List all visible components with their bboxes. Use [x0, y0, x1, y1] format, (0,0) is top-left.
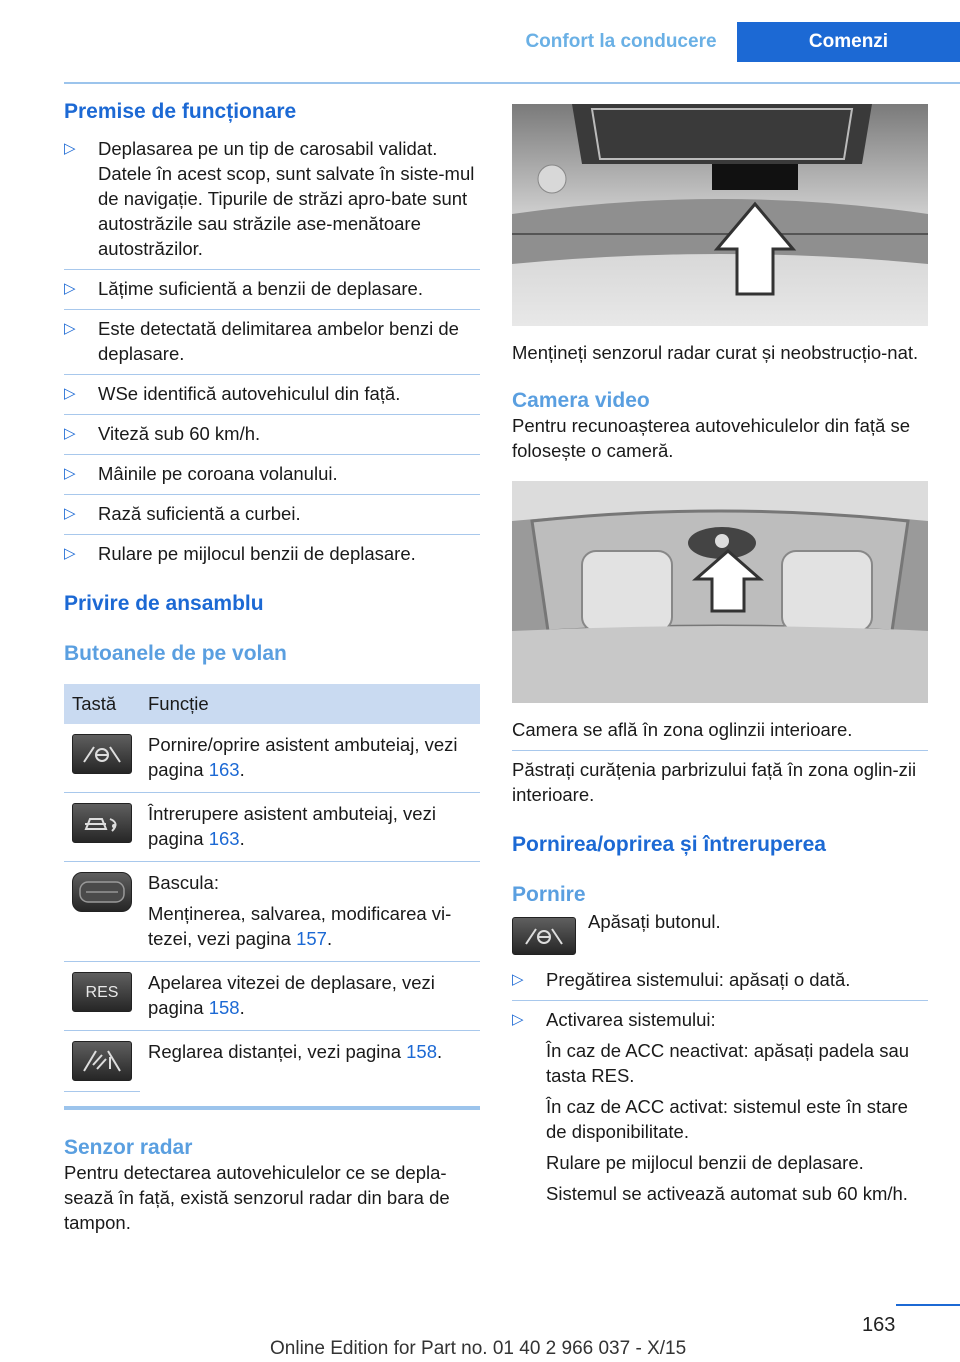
premise-list [64, 136, 480, 566]
col-function-header: Funcție [140, 684, 480, 724]
table-row: Reglarea distanței, vezi pagina 158. [64, 1031, 480, 1092]
list-item: ▷ Lățime suficientă a benzii de deplasare. [64, 278, 423, 299]
table-row: Întrerupere asistent ambuteiaj, vezi pagina 163. [64, 793, 480, 862]
active-tab[interactable]: Comenzi [737, 22, 960, 62]
start-row [512, 913, 928, 957]
triangle-bullet-icon: ▷ [512, 971, 524, 988]
table-header-row [64, 684, 480, 724]
camera-photo [512, 481, 928, 703]
col-key-header: Tastă [64, 684, 140, 724]
triangle-bullet-icon: ▷ [64, 320, 76, 337]
triangle-bullet-icon: ▷ [64, 385, 76, 402]
res-icon: RES [72, 972, 132, 1012]
triangle-bullet-icon: ▷ [64, 425, 76, 442]
buttons-heading: Butoanele de pe volan [64, 642, 287, 665]
distance-icon [72, 1041, 132, 1081]
page-ref-link[interactable]: 157 [296, 928, 327, 949]
list-item: ▷ Mâinile pe coroana volanului. [64, 463, 338, 484]
press-button-text: Apăsați butonul. [588, 911, 721, 932]
start-stop-heading: Pornirea/oprirea și întreruperea [512, 833, 826, 856]
camera-text: Pentru recunoașterea autovehiculelor din față se folosește o cameră. [512, 415, 911, 461]
page-header [0, 22, 960, 62]
radar-photo [512, 104, 928, 326]
left-column [64, 100, 480, 1235]
list-item: ▷ Deplasarea pe un tip de carosabil validat. Datele în acest scop, sunt salvate în siste‐mul de navigație. Tipurile de străzi apro‐bate sunt autostrăzile sau străzile ase‐menătoare autostrăzilor. [64, 138, 475, 259]
list-item: ▷ WSe identifică autovehiculul din față. [64, 383, 401, 404]
table-row: Bascula: Menținerea, salvarea, modificarea vi‐tezei, vezi pagina 157. [64, 862, 480, 962]
section-tab[interactable]: Confort la conducere [525, 31, 717, 52]
camera-caption-2: Păstrați curățenia parbrizului față în zona oglin‐zii interioare. [512, 759, 917, 805]
list-item: ▷ Viteză sub 60 km/h. [64, 423, 261, 444]
list-item: ▷ Rază suficientă a curbei. [64, 503, 301, 524]
triangle-bullet-icon: ▷ [64, 140, 76, 157]
table-row: RES Apelarea vitezei de deplasare, vezi pagina 158. [64, 962, 480, 1031]
radar-heading: Senzor radar [64, 1136, 193, 1159]
steering-assist-icon [72, 734, 132, 774]
page-ref-link[interactable]: 163 [208, 759, 240, 780]
triangle-bullet-icon: ▷ [64, 465, 76, 482]
list-item: ▷ Rulare pe mijlocul benzii de deplasare. [64, 543, 416, 564]
camera-caption-1: Camera se află în zona oglinzii interioare. [512, 719, 853, 740]
table-row: Pornire/oprire asistent ambuteiaj, vezi pagina 163. [64, 724, 480, 793]
overview-heading: Privire de ansamblu [64, 592, 264, 615]
page-ref-link[interactable]: 158 [406, 1041, 438, 1062]
triangle-bullet-icon: ▷ [64, 545, 76, 562]
triangle-bullet-icon: ▷ [64, 280, 76, 297]
page-ref-link[interactable]: 158 [208, 997, 240, 1018]
rocker-icon [72, 872, 132, 912]
edition-footer: Online Edition for Part no. 01 40 2 966 037 - X/15 [270, 1338, 687, 1359]
camera-heading: Camera video [512, 389, 650, 412]
triangle-bullet-icon: ▷ [512, 1011, 524, 1028]
page-ref-link[interactable]: 163 [208, 828, 240, 849]
right-column [512, 104, 928, 1206]
triangle-bullet-icon: ▷ [64, 505, 76, 522]
car-interrupt-icon [72, 803, 132, 843]
footer-rule [896, 1304, 960, 1306]
list-item: ▷ Este detectată delimitarea ambelor benzi de deplasare. [64, 318, 459, 364]
page-number: 163 [862, 1314, 896, 1336]
buttons-table [64, 684, 480, 1092]
list-item: ▷ Activarea sistemului: În caz de ACC neactivat: apăsați padela sau tasta RES. În caz de ACC activat: sistemul este în stare de disponibilitate. Rulare pe mijlocul benzii de deplasare. Sistemul se activează automat sub 60 km/h. [512, 1009, 910, 1204]
table-end-rule [64, 1106, 480, 1110]
start-steps-list [512, 967, 928, 1206]
radar-caption: Mențineți senzorul radar curat și neobstrucțio‐nat. [512, 342, 919, 363]
list-item: ▷ Pregătirea sistemului: apăsați o dată. [512, 969, 851, 990]
radar-text: Pentru detectarea autovehiculelor ce se depla‐sează în față, există senzorul radar din bara de tampon. [64, 1162, 450, 1233]
steering-assist-icon [512, 917, 576, 955]
header-rule [64, 82, 960, 84]
start-heading: Pornire [512, 883, 586, 906]
premise-heading: Premise de funcționare [64, 100, 297, 123]
